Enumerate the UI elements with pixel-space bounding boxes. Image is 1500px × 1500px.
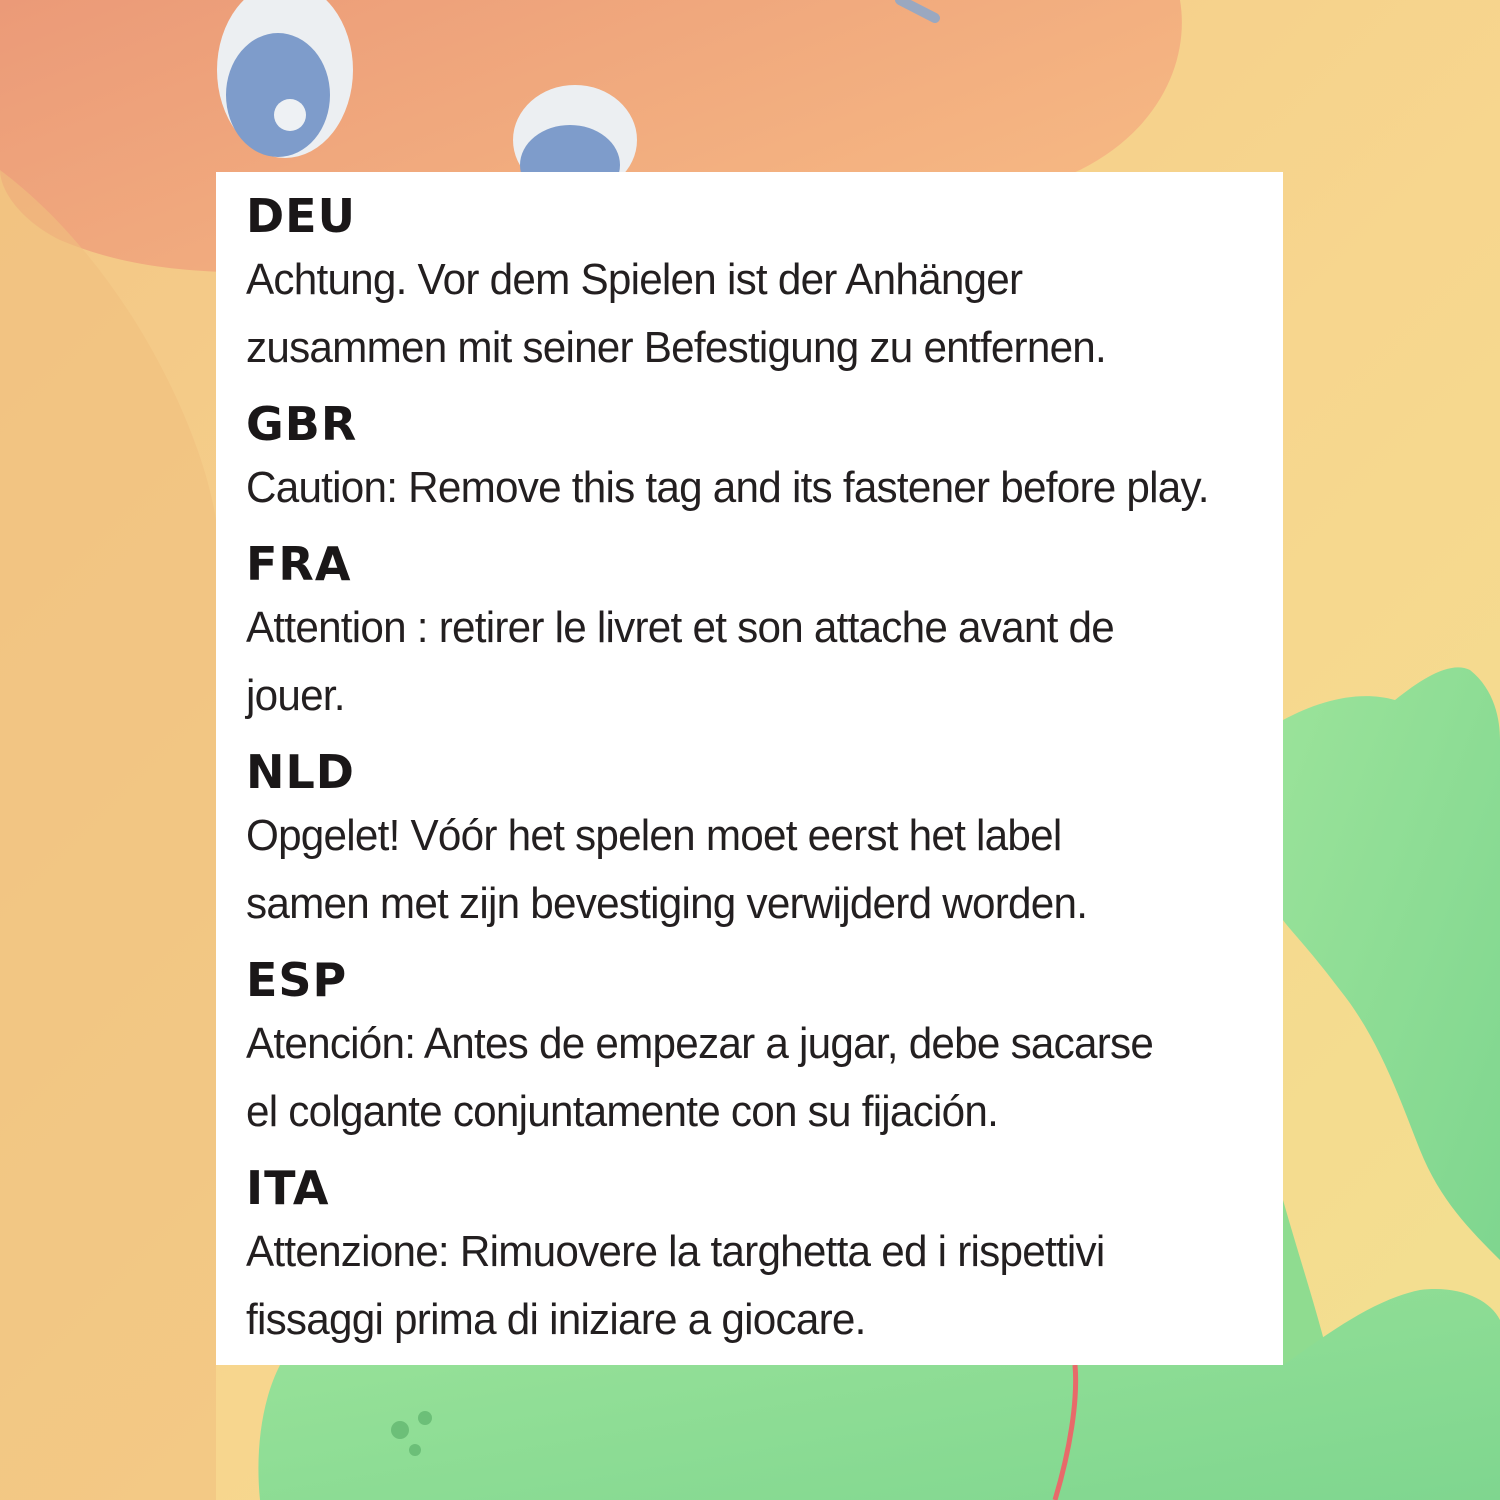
- notice-text: Opgelet! Vóór het spelen moet eerst het label samen met zijn bevestiging verwijderd worden.: [246, 811, 1088, 928]
- language-code: ITA: [246, 1161, 330, 1215]
- language-code: FRA: [246, 537, 352, 591]
- language-code: NLD: [246, 745, 355, 799]
- notice-section-esp: [246, 950, 1263, 1146]
- notice-text: Attention : retirer le livret et son attache avant de jouer.: [246, 603, 1114, 720]
- notice-section-fra: [246, 534, 1263, 730]
- language-code: ESP: [246, 953, 348, 1007]
- notice-text: Caution: Remove this tag and its fastener before play.: [246, 463, 1209, 512]
- language-code: GBR: [246, 397, 358, 451]
- language-code: DEU: [246, 189, 356, 243]
- notice-section-ita: [246, 1158, 1263, 1354]
- notice-section-gbr: [246, 394, 1263, 522]
- warning-notice-card: [216, 172, 1283, 1365]
- notice-text: Atención: Antes de empezar a jugar, debe sacarse el colgante conjuntamente con su fijación.: [246, 1019, 1154, 1136]
- notice-text: Attenzione: Rimuovere la targhetta ed i rispettivi fissaggi prima di iniziare a giocare.: [246, 1227, 1105, 1344]
- notice-text: Achtung. Vor dem Spielen ist der Anhänger zusammen mit seiner Befestigung zu entfernen.: [246, 255, 1106, 372]
- notice-section-deu: [246, 186, 1263, 382]
- eye-pupil-left: [226, 33, 330, 157]
- notice-section-nld: [246, 742, 1263, 938]
